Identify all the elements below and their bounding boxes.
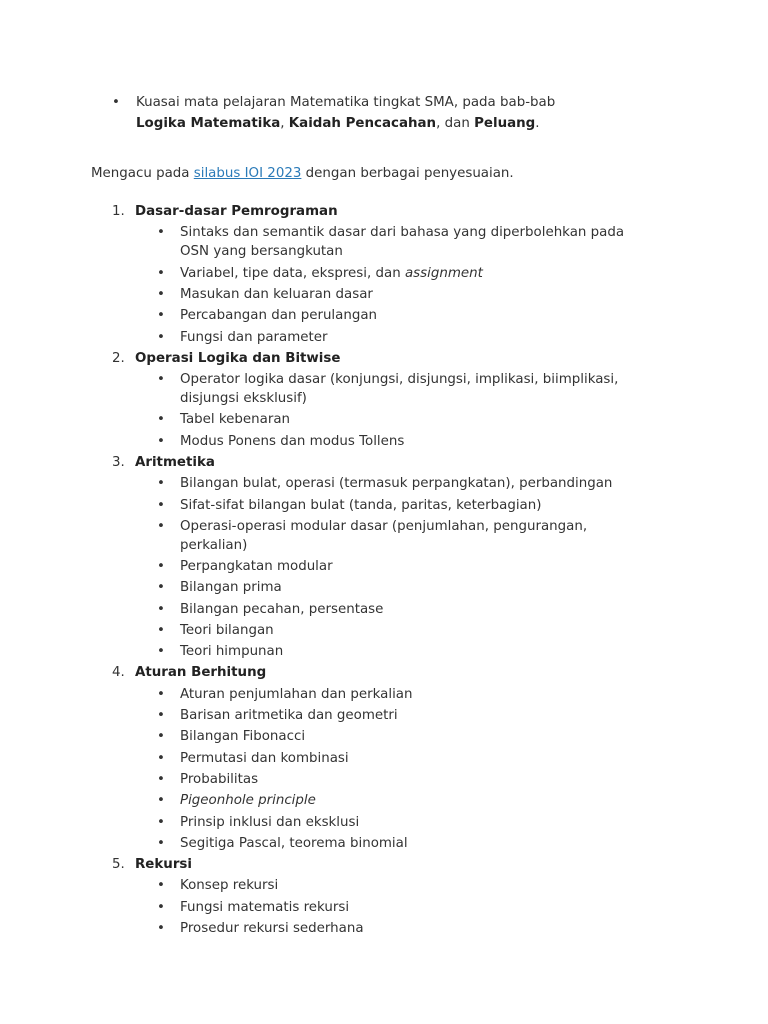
separator: , bbox=[280, 115, 289, 131]
section-number: 5. bbox=[112, 856, 125, 872]
list-item-text bbox=[180, 223, 645, 261]
bullet-dot: • bbox=[157, 497, 165, 513]
list-item bbox=[0, 263, 768, 284]
list-item-text bbox=[180, 685, 645, 704]
list-item bbox=[0, 769, 768, 790]
list-item-text bbox=[180, 557, 645, 576]
item-text: Bilangan bulat, operasi (termasuk perpangkatan), perbandingan bbox=[180, 476, 613, 492]
section-title: Dasar-dasar Pemrograman bbox=[135, 204, 338, 219]
list-item-text bbox=[180, 496, 645, 515]
topic-kaidah-pencacahan: Kaidah Pencacahan bbox=[288, 115, 437, 131]
item-text: Variabel, tipe data, ekspresi, dan bbox=[180, 265, 405, 281]
section-number: 4. bbox=[112, 665, 125, 681]
section-items bbox=[0, 875, 768, 939]
period: . bbox=[535, 115, 540, 131]
item-text: Bilangan prima bbox=[180, 580, 282, 596]
intro-before: Mengacu pada bbox=[91, 166, 194, 181]
bullet-dot: • bbox=[157, 793, 165, 809]
list-item-text bbox=[180, 328, 645, 347]
bullet-dot: • bbox=[157, 899, 165, 915]
list-item bbox=[0, 620, 768, 641]
section-heading bbox=[0, 854, 768, 875]
bullet-dot: • bbox=[157, 750, 165, 766]
bullet-dot: • bbox=[157, 644, 165, 660]
list-item bbox=[0, 599, 768, 620]
prerequisite-bullet bbox=[112, 93, 582, 134]
bullet-dot: • bbox=[157, 835, 165, 851]
bullet-dot: • bbox=[157, 372, 165, 388]
list-item bbox=[0, 556, 768, 577]
section-number: 2. bbox=[112, 350, 125, 366]
bullet-dot: • bbox=[157, 433, 165, 449]
list-item-text bbox=[180, 285, 645, 304]
list-item bbox=[0, 705, 768, 726]
bullet-dot: • bbox=[157, 476, 165, 492]
list-item bbox=[0, 875, 768, 896]
prerequisite-text bbox=[136, 93, 582, 134]
bullet-dot: • bbox=[157, 412, 165, 428]
list-item-text bbox=[180, 432, 645, 451]
item-text: Tabel kebenaran bbox=[180, 412, 291, 428]
section-heading bbox=[0, 201, 768, 222]
list-item bbox=[0, 516, 768, 556]
list-item bbox=[0, 494, 768, 515]
section-items bbox=[0, 473, 768, 662]
bullet-dot: • bbox=[157, 601, 165, 617]
list-item-text bbox=[180, 600, 645, 619]
item-text: Teori bilangan bbox=[180, 623, 274, 639]
bullet-dot: • bbox=[157, 772, 165, 787]
section-title: Aritmetika bbox=[135, 454, 215, 470]
list-item-text bbox=[180, 749, 645, 768]
list-item-text bbox=[180, 813, 645, 832]
list-item-text bbox=[180, 791, 645, 810]
item-text: Fungsi matematis rekursi bbox=[180, 899, 350, 915]
list-item-text bbox=[180, 621, 645, 640]
list-item-text bbox=[180, 706, 645, 725]
section-items bbox=[0, 369, 768, 452]
section-number: 1. bbox=[112, 204, 125, 219]
bullet-dot: • bbox=[157, 329, 165, 345]
item-text: Sintaks dan semantik dasar dari bahasa yang diperbolehkan pada OSN yang bersangkutan bbox=[180, 225, 625, 260]
item-text: Percabangan dan perulangan bbox=[180, 308, 378, 324]
bullet-dot: • bbox=[157, 580, 165, 596]
item-text: Modus Ponens dan modus Tollens bbox=[180, 433, 405, 449]
list-item bbox=[0, 918, 768, 939]
item-text: Bilangan pecahan, persentase bbox=[180, 601, 384, 617]
list-item-text bbox=[180, 264, 645, 283]
list-item-text bbox=[180, 727, 645, 746]
section-title: Rekursi bbox=[135, 856, 192, 872]
list-item-text bbox=[180, 898, 645, 917]
syllabus-section bbox=[0, 854, 768, 939]
syllabus-section bbox=[0, 348, 768, 452]
silabus-ioi-link[interactable]: silabus IOI 2023 bbox=[193, 166, 302, 181]
list-item-text bbox=[180, 517, 645, 555]
item-text: Operator logika dasar (konjungsi, disjungsi, implikasi, biimplikasi, disjungsi eksklusif) bbox=[180, 372, 619, 407]
item-text: Teori himpunan bbox=[180, 644, 284, 660]
item-text: Operasi-operasi modular dasar (penjumlahan, pengurangan, perkalian) bbox=[180, 518, 588, 553]
list-item-text bbox=[180, 876, 645, 895]
item-text: Probabilitas bbox=[180, 772, 259, 787]
section-items bbox=[0, 684, 768, 854]
list-item bbox=[0, 811, 768, 832]
bullet-dot: • bbox=[157, 225, 165, 241]
item-text: Prosedur rekursi sederhana bbox=[180, 920, 364, 936]
bullet-dot: • bbox=[157, 920, 165, 936]
intro-paragraph bbox=[91, 164, 514, 184]
list-item bbox=[0, 305, 768, 326]
list-item bbox=[0, 577, 768, 598]
list-item-text bbox=[180, 370, 645, 408]
item-text: Permutasi dan kombinasi bbox=[180, 750, 349, 766]
topic-logika-matematika: Logika Matematika bbox=[136, 115, 281, 131]
bullet-dot: • bbox=[157, 559, 165, 575]
item-text: Prinsip inklusi dan eksklusi bbox=[180, 814, 360, 830]
item-text: Sifat-sifat bilangan bulat (tanda, paritas, keterbagian) bbox=[180, 497, 542, 513]
list-item bbox=[0, 833, 768, 854]
list-item bbox=[0, 473, 768, 494]
item-text: Segitiga Pascal, teorema binomial bbox=[180, 835, 408, 851]
bullet-dot: • bbox=[157, 878, 165, 894]
item-text: Perpangkatan modular bbox=[180, 559, 333, 575]
syllabus-section bbox=[0, 201, 768, 348]
bullet-dot: • bbox=[157, 814, 165, 830]
list-item bbox=[0, 409, 768, 430]
list-item bbox=[0, 790, 768, 811]
list-item bbox=[0, 326, 768, 347]
topic-peluang: Peluang bbox=[474, 115, 536, 131]
bullet-dot: • bbox=[157, 287, 165, 303]
list-item-text bbox=[180, 919, 645, 938]
list-item bbox=[0, 897, 768, 918]
item-text: Masukan dan keluaran dasar bbox=[180, 287, 373, 303]
item-text: Konsep rekursi bbox=[180, 878, 279, 894]
bullet-dot: • bbox=[157, 708, 165, 724]
list-item bbox=[0, 222, 768, 262]
section-title: Operasi Logika dan Bitwise bbox=[135, 350, 341, 366]
section-items bbox=[0, 222, 768, 347]
list-item-text bbox=[180, 306, 645, 325]
bullet-dot: • bbox=[157, 729, 165, 745]
bullet-dot: • bbox=[157, 518, 165, 534]
list-item-text bbox=[180, 474, 645, 493]
item-text: Fungsi dan parameter bbox=[180, 329, 328, 345]
list-item-text bbox=[180, 578, 645, 597]
syllabus-list bbox=[0, 201, 768, 939]
list-item bbox=[0, 684, 768, 705]
list-item bbox=[0, 284, 768, 305]
item-italic-term: Pigeonhole principle bbox=[180, 793, 316, 809]
item-text: Bilangan Fibonacci bbox=[180, 729, 306, 745]
list-item-text bbox=[180, 770, 645, 789]
separator: , dan bbox=[436, 115, 475, 131]
item-text: Barisan aritmetika dan geometri bbox=[180, 708, 398, 724]
list-item bbox=[0, 641, 768, 662]
bullet-dot: • bbox=[157, 308, 165, 324]
list-item bbox=[0, 369, 768, 409]
section-title: Aturan Berhitung bbox=[135, 665, 267, 681]
section-heading bbox=[0, 348, 768, 369]
list-item bbox=[0, 726, 768, 747]
list-item bbox=[0, 431, 768, 452]
syllabus-section bbox=[0, 452, 768, 663]
intro-after: dengan berbagai penyesuaian. bbox=[301, 166, 514, 181]
list-item-text bbox=[180, 834, 645, 853]
bullet-dot: • bbox=[112, 95, 120, 110]
syllabus-section bbox=[0, 662, 768, 854]
bullet-dot: • bbox=[157, 623, 165, 639]
section-heading bbox=[0, 452, 768, 473]
prerequisite-prefix: Kuasai mata pelajaran Matematika tingkat SMA, pada bab-bab bbox=[136, 95, 556, 110]
bullet-dot: • bbox=[157, 265, 165, 281]
list-item-text bbox=[180, 410, 645, 429]
section-number: 3. bbox=[112, 454, 125, 470]
item-italic-term: assignment bbox=[404, 265, 483, 281]
list-item bbox=[0, 748, 768, 769]
section-heading bbox=[0, 662, 768, 683]
bullet-dot: • bbox=[157, 686, 165, 702]
item-text: Aturan penjumlahan dan perkalian bbox=[180, 686, 413, 702]
list-item-text bbox=[180, 642, 645, 661]
